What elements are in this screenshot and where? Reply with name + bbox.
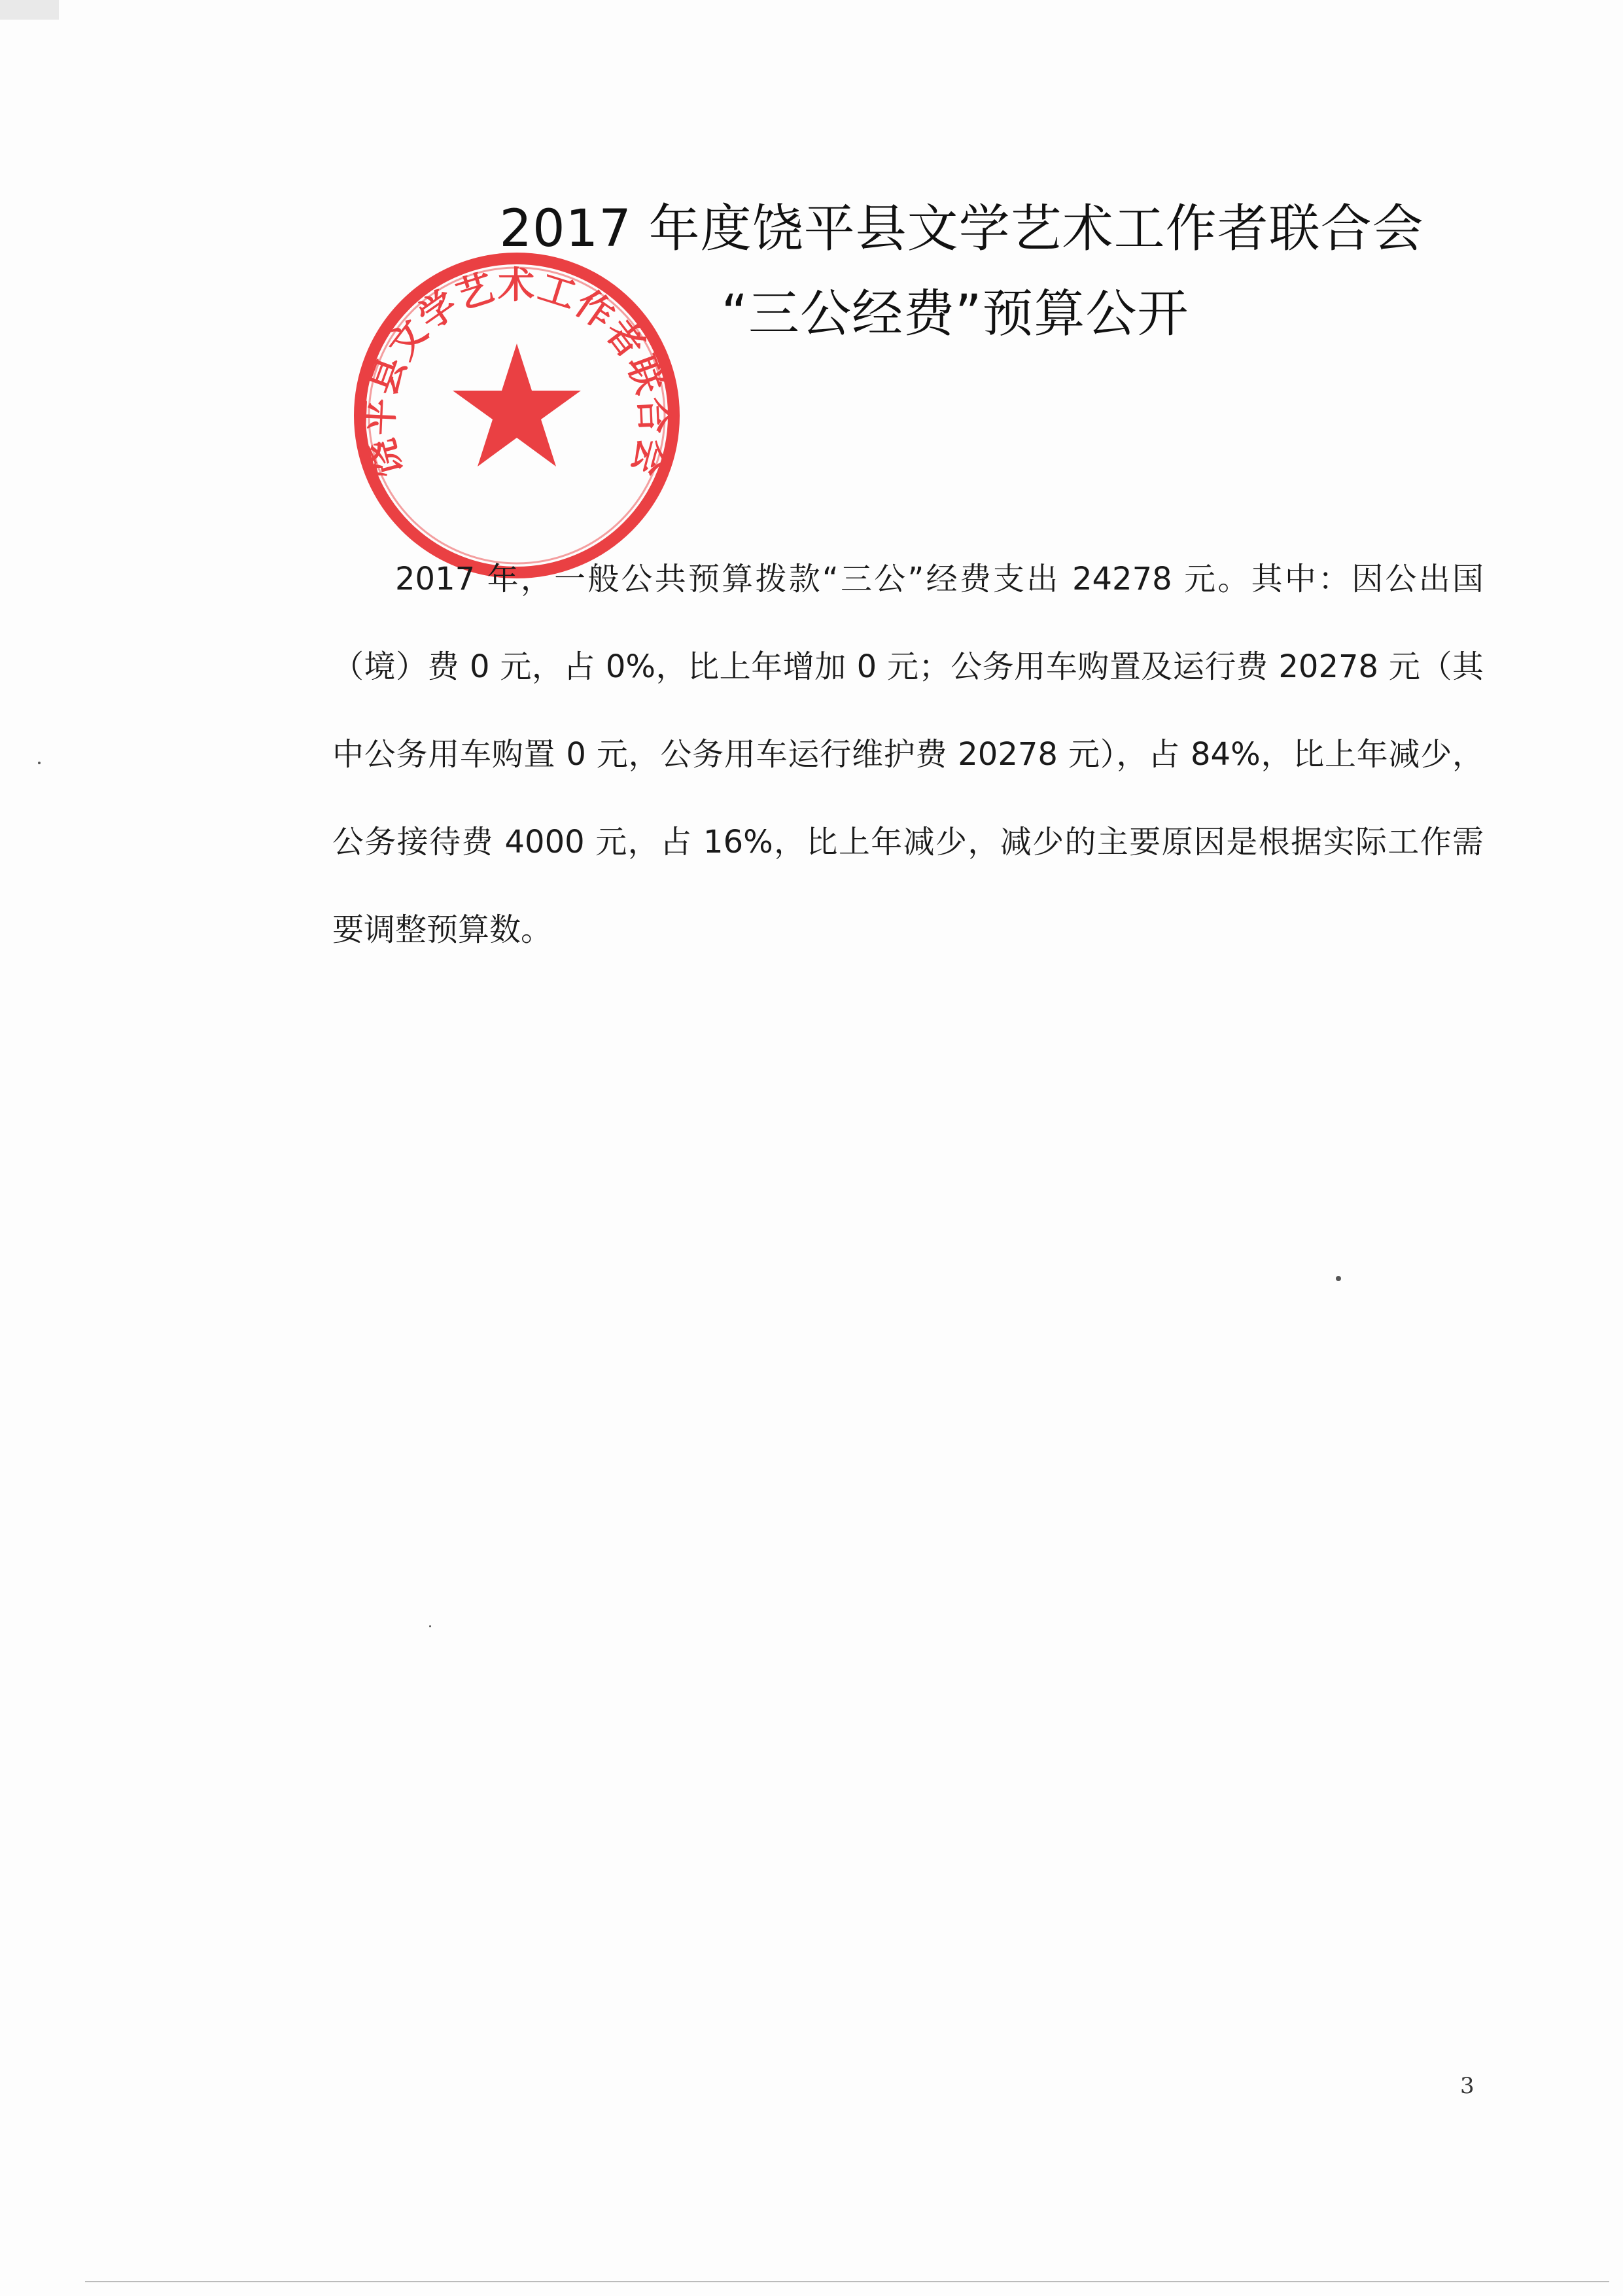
scan-edge-line [85, 2281, 1609, 2282]
body-paragraph: 2017 年，一般公共预算拨款“三公”经费支出 24278 元。其中：因公出国（境）费 0 元，占 0%，比上年增加 0 元；公务用车购置及运行费 20278 元（其中公务用车购置 0 元，公务用车运行维护费 20278 元），占 84%，比上年减少，公务接待费 4000 元，占 16%，比上年减少，减少的主要原因是根据实际工作需要调整预算数。 [332, 561, 1484, 948]
seal-star-icon [453, 344, 581, 467]
scan-speck [1336, 1276, 1341, 1281]
seal-text: 饶平县文学艺术工作者联合会 [357, 264, 676, 482]
official-seal-stamp [347, 245, 687, 586]
scan-corner-mark [0, 0, 59, 20]
document-title-line-2: “三公经费”预算公开 [721, 285, 1189, 344]
page-number: 3 [1460, 2073, 1475, 2099]
scan-speck [429, 1625, 431, 1627]
document-title-line-1: 2017 年度饶平县文学艺术工作者联合会 [499, 200, 1424, 258]
scan-speck [38, 762, 41, 764]
